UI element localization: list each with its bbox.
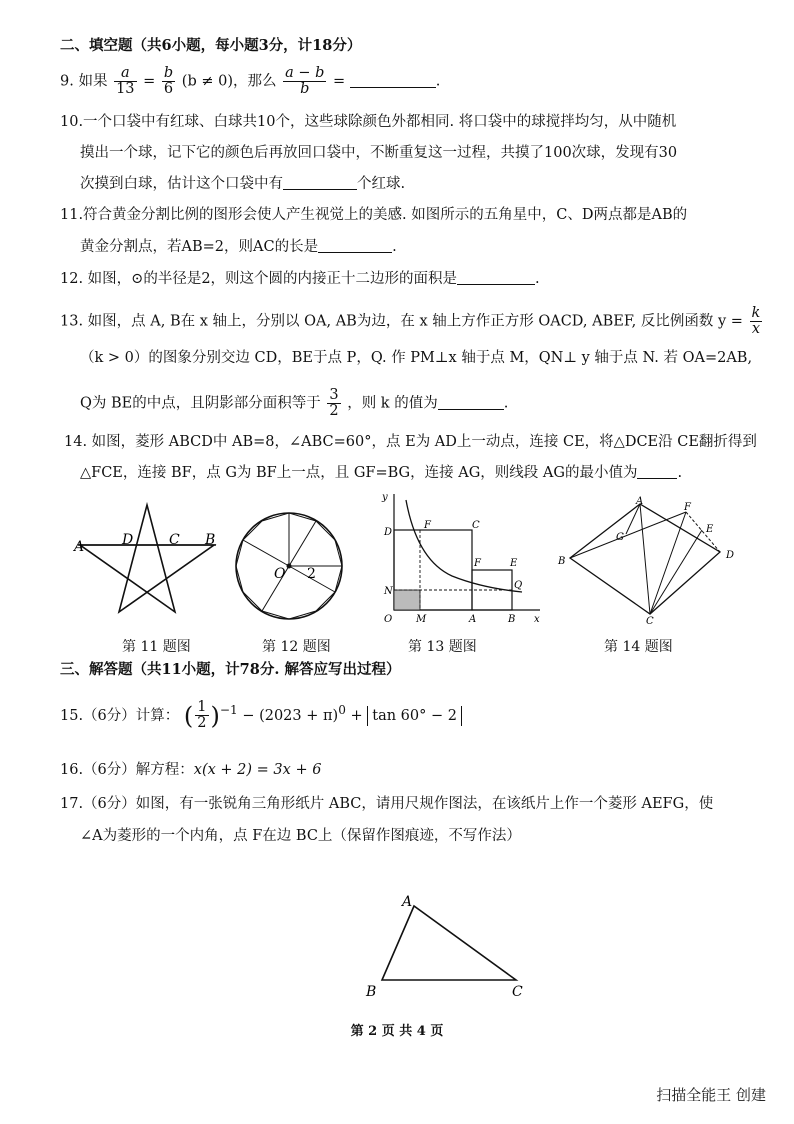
- svg-text:A: A: [636, 496, 644, 507]
- question-11-line2: 黄金分割点，若AB=2，则AC的长是 .: [80, 239, 397, 255]
- svg-text:F: F: [684, 502, 691, 513]
- question-15: 15.（6分）计算： ( $\frac{1}{2}$ )$^{-1} - (2023 + \pi)^0 + \tan 60^\circ - 2$: [60, 700, 462, 731]
- question-12: 12. 如图，⊙的半径是2，则这个圆的内接正十二边形的面积是 .: [60, 271, 540, 287]
- svg-text:B: B: [366, 984, 377, 1000]
- section-2-title: 二、填空题（共6小题，每小题3分，计18分）: [60, 37, 362, 54]
- fraction-a-minus-b: $\frac{a - b}{b}$: [285, 65, 325, 97]
- svg-text:B: B: [558, 556, 566, 567]
- caption-figure-12: 第 12 题图: [262, 639, 331, 655]
- answer-blank-9[interactable]: [350, 73, 436, 88]
- caption-figure-13: 第 13 题图: [408, 639, 477, 655]
- svg-text:A: A: [469, 614, 477, 625]
- fraction-1-2: $\frac{1}{2}$: [197, 699, 207, 732]
- answer-blank-12[interactable]: [457, 270, 535, 285]
- question-10-line2: 摸出一个球，记下它的颜色后再放回口袋中，不断重复这一过程，共摸了100次球，发现有30: [80, 145, 678, 161]
- caption-figure-14: 第 14 题图: [604, 639, 673, 655]
- svg-text:E: E: [706, 524, 714, 535]
- svg-text:D: D: [726, 550, 735, 561]
- question-13-line1: 13. 如图，点 A, B在 x 轴上，分别以 OA, AB为边，在 x 轴上方作正方形 OACD, ABEF, 反比例函数 y = $\frac{k}{x}$: [60, 305, 761, 337]
- answer-blank-14[interactable]: [637, 464, 677, 479]
- svg-text:2: 2: [307, 566, 316, 582]
- question-17-line1: 17.（6分）如图，有一张锐角三角形纸片 ABC，请用尺规作图法，在该纸片上作一个菱形 AEFG，使: [60, 796, 714, 812]
- svg-text:O: O: [274, 566, 286, 582]
- fraction-b-6: $\frac{b}{6}$: [163, 65, 174, 97]
- svg-text:G: G: [616, 532, 624, 543]
- svg-text:N: N: [384, 586, 393, 597]
- svg-text:C: C: [646, 616, 654, 626]
- question-13-line2: （k > 0）的图象分别交边 CD，BE于点 P，Q. 作 PM⊥x 轴于点 M，QN⊥ y 轴于点 N. 若 OA=2AB,: [80, 350, 753, 366]
- pentagram: [80, 505, 214, 612]
- answer-blank-13[interactable]: [438, 395, 504, 410]
- abs-expression: tan 60° − 2: [367, 706, 462, 726]
- svg-text:C: C: [169, 532, 180, 548]
- section-3-title: 三、解答题（共11小题，计78分. 解答应写出过程）: [60, 661, 401, 678]
- svg-text:E: E: [510, 558, 518, 569]
- question-17-line2: ∠A为菱形的一个内角，点 F在边 BC上（保留作图痕迹，不写作法）: [80, 828, 521, 844]
- question-9: 9. 如果 $\frac{a}{13}$ = $\frac{b}{6}$ (b ≠ 0)，那么 $\frac{a - b}{b}$ = .: [60, 65, 441, 97]
- triangle-figure-17: [358, 890, 534, 1002]
- svg-text:y: y: [382, 492, 388, 503]
- svg-text:F: F: [424, 520, 431, 531]
- question-13-line3: Q为 BE的中点，且阴影部分面积等于 $\frac{3}{2}$ ，则 k 的值为 .: [80, 387, 509, 419]
- question-16: 16.（6分）解方程：x(x + 2) = 3x + 6: [60, 762, 322, 778]
- fraction-k-x: $\frac{k}{x}$: [751, 305, 761, 337]
- svg-text:C: C: [472, 520, 480, 531]
- caption-figure-11: 第 11 题图: [122, 639, 191, 655]
- svg-text:O: O: [384, 614, 393, 625]
- scanner-watermark: 扫描全能王 创建: [656, 1086, 766, 1104]
- question-10-line1: 10.一个口袋中有红球、白球共10个，这些球除颜色外都相同. 将口袋中的球搅拌均匀，从中随机: [60, 114, 677, 130]
- rhombus-figure-14: [556, 496, 746, 626]
- svg-text:Q: Q: [514, 580, 523, 591]
- fraction-3-2: $\frac{3}{2}$: [329, 387, 339, 419]
- triangle-abc: [382, 906, 516, 980]
- svg-text:D: D: [122, 532, 134, 548]
- svg-text:F: F: [474, 558, 481, 569]
- svg-text:A: A: [74, 539, 85, 555]
- page-footer: 第 2 页 共 4 页: [350, 1024, 444, 1039]
- svg-text:B: B: [508, 614, 516, 625]
- question-14-line1: 14. 如图，菱形 ABCD中 AB=8，∠ABC=60°，点 E为 AD上一动点，连接 CE，将△DCE沿 CE翻折得到: [64, 434, 757, 450]
- question-14-line2: △FCE，连接 BF，点 G为 BF上一点，且 GF=BG，连接 AG，则线段 AG的最小值为 .: [80, 465, 683, 481]
- question-10-line3: 次摸到白球，估计这个口袋中有 个红球.: [80, 176, 406, 192]
- star-figure-11: [72, 500, 222, 625]
- fraction-a-13: $\frac{a}{13}$: [116, 65, 135, 97]
- answer-blank-11[interactable]: [318, 238, 392, 253]
- answer-blank-10[interactable]: [283, 175, 357, 190]
- svg-text:M: M: [416, 614, 427, 625]
- svg-text:B: B: [205, 532, 216, 548]
- graph-figure-13: [372, 490, 544, 628]
- svg-text:D: D: [384, 527, 393, 538]
- question-11-line1: 11.符合黄金分割比例的图形会使人产生视觉上的美感. 如图所示的五角星中，C、D两点都是AB的: [60, 207, 688, 223]
- circle-figure-12: [232, 500, 352, 625]
- svg-text:C: C: [512, 984, 523, 1000]
- svg-text:A: A: [402, 894, 413, 910]
- svg-text:x: x: [534, 614, 540, 625]
